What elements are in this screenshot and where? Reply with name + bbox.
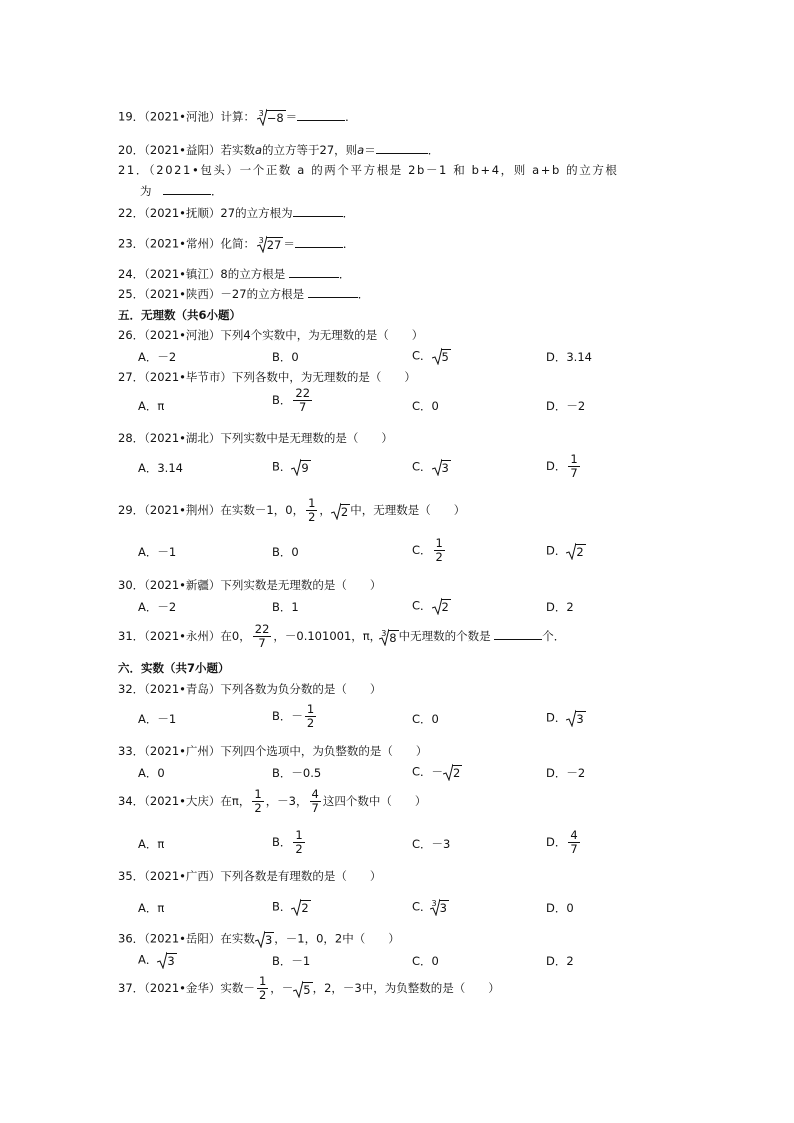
option-b[interactable]: B． 2 <box>272 899 309 915</box>
cube-root: 3 3 <box>431 899 447 915</box>
square-root: 2 <box>443 763 462 781</box>
fraction: $\frac{1}{2}$ <box>308 496 316 524</box>
option-b[interactable]: B．－1 <box>272 954 311 968</box>
fraction: $\frac{1}{2}$ <box>258 974 267 1002</box>
question-21-line2: 为 ． <box>140 184 223 198</box>
question-32: 32．（2021•青岛）下列各数为负分数的是（ ） <box>118 682 382 696</box>
square-root: 3 <box>255 930 274 948</box>
question-37: 37．（2021•金华）实数－ $\frac{1}{2}$ ，－ 5 ，2，－3中，为负整数的是（ ） <box>118 974 500 1002</box>
question-29: 29．（2021•荆州）在实数－1，0， $\frac{1}{2}$ ， 2 中，无理数是（ ） <box>118 496 466 524</box>
answer-blank[interactable] <box>297 110 345 121</box>
option-a[interactable]: A．π <box>138 399 165 413</box>
fraction: $\frac{1}{2}$ <box>435 536 443 564</box>
answer-blank[interactable] <box>494 629 542 640</box>
answer-blank[interactable] <box>376 143 428 154</box>
fraction: $\frac{1}{7}$ <box>570 452 578 480</box>
question-27: 27．（2021•毕节市）下列各数中，为无理数的是（ ） <box>118 370 416 384</box>
question-35: 35．（2021•广西）下列各数是有理数的是（ ） <box>118 869 382 883</box>
cube-root: 3 27 <box>258 236 282 252</box>
square-root: 3 <box>157 951 176 969</box>
answer-blank[interactable] <box>295 237 343 248</box>
option-c[interactable]: C．0 <box>412 399 439 413</box>
section-heading-real-numbers: 六．实数（共7小题） <box>118 661 230 675</box>
question-22: 22．（2021•抚顺）27的立方根为 ． <box>118 206 355 220</box>
option-c[interactable]: C．0 <box>412 954 439 968</box>
option-c[interactable]: C． 5 <box>412 348 449 364</box>
square-root: 2 <box>432 597 451 615</box>
question-36: 36．（2021•岳阳）在实数 3 ，－1，0，2中（ ） <box>118 931 400 947</box>
question-19: 19．（2021•河池）计算： 3 −8 ＝ ． <box>118 109 357 125</box>
option-d[interactable]: D． $\frac{1}{7}$ <box>546 452 578 480</box>
question-23: 23．（2021•常州）化简： 3 27 ＝ ． <box>118 236 355 252</box>
question-34: 34．（2021•大庆）在π， $\frac{1}{2}$ ，－3， $\frac{4}{7}$ 这四个数中（ ） <box>118 787 427 815</box>
option-c[interactable]: C． 2 <box>412 598 449 614</box>
answer-blank[interactable] <box>308 287 358 298</box>
question-24: 24．（2021•镇江）8的立方根是 ． <box>118 267 351 281</box>
question-30: 30．（2021•新疆）下列实数是无理数的是（ ） <box>118 578 382 592</box>
option-c[interactable]: C．－ 2 <box>412 764 461 780</box>
option-b[interactable]: B．－ $\frac{1}{2}$ <box>272 702 315 730</box>
option-a[interactable]: A．－2 <box>138 350 177 364</box>
option-d[interactable]: D．－2 <box>546 766 586 780</box>
option-d[interactable]: D．－2 <box>546 399 586 413</box>
option-a[interactable]: A． 3 <box>138 952 175 968</box>
option-b[interactable]: B． 9 <box>272 459 309 475</box>
option-a[interactable]: A．3.14 <box>138 461 183 475</box>
question-20: 20．（2021•益阳）若实数a的立方等于27，则a＝ ． <box>118 143 440 157</box>
option-c[interactable]: C． 3 3 <box>412 899 447 915</box>
fraction: $\frac{4}{7}$ <box>570 828 578 856</box>
question-28: 28．（2021•湖北）下列实数中是无理数的是（ ） <box>118 431 393 445</box>
cube-root: 3 8 <box>381 628 397 645</box>
question-25: 25．（2021•陕西）－27的立方根是 ． <box>118 287 370 301</box>
option-c[interactable]: C． 3 <box>412 459 449 475</box>
option-a[interactable]: A．π <box>138 901 165 915</box>
answer-blank[interactable] <box>293 206 343 217</box>
square-root: 2 <box>291 898 310 916</box>
square-root: 9 <box>291 458 310 476</box>
option-a[interactable]: A．－2 <box>138 600 177 614</box>
question-21: 21．（2021•包头）一个正数 a 的两个平方根是 2b－1 和 b+4，则 a+b 的立方根 <box>118 163 619 177</box>
fraction: $\frac{1}{2}$ <box>254 787 262 815</box>
fraction: $\frac{22}{7}$ <box>254 622 270 650</box>
option-d[interactable]: D． $\frac{4}{7}$ <box>546 828 578 856</box>
square-root: 2 <box>566 542 585 560</box>
option-d[interactable]: D．0 <box>546 901 574 915</box>
fraction: $\frac{1}{2}$ <box>306 702 315 730</box>
option-b[interactable]: B．0 <box>272 350 299 364</box>
cube-root: 3 −8 <box>258 109 284 125</box>
fraction: $\frac{4}{7}$ <box>311 787 319 815</box>
square-root: 5 <box>293 980 312 998</box>
option-d[interactable]: D．2 <box>546 954 574 968</box>
option-a[interactable]: A．－1 <box>138 545 177 559</box>
option-b[interactable]: B．1 <box>272 600 299 614</box>
square-root: 2 <box>331 502 350 520</box>
option-a[interactable]: A．π <box>138 837 165 851</box>
option-d[interactable]: D． 3 <box>546 710 584 726</box>
square-root: 3 <box>432 458 451 476</box>
option-b[interactable]: B．0 <box>272 545 299 559</box>
option-c[interactable]: C．－3 <box>412 837 451 851</box>
option-c[interactable]: C．0 <box>412 712 439 726</box>
option-b[interactable]: B． $\frac{1}{2}$ <box>272 828 303 856</box>
square-root: 5 <box>432 347 451 365</box>
option-a[interactable]: A．－1 <box>138 712 177 726</box>
question-31: 31．（2021•永州）在0， $\frac{22}{7}$ ，－0.101001，π， 3 8 中无理数的个数是 个． <box>118 622 566 650</box>
option-d[interactable]: D．3.14 <box>546 350 592 364</box>
fraction: $\frac{1}{2}$ <box>295 828 303 856</box>
question-33: 33．（2021•广州）下列四个选项中，为负整数的是（ ） <box>118 744 428 758</box>
question-26: 26．（2021•河池）下列4个实数中，为无理数的是（ ） <box>118 328 424 342</box>
option-c[interactable]: C． $\frac{1}{2}$ <box>412 536 443 564</box>
square-root: 3 <box>566 709 585 727</box>
fraction: $\frac{22}{7}$ <box>295 386 311 414</box>
option-d[interactable]: D． 2 <box>546 543 584 559</box>
option-a[interactable]: A．0 <box>138 766 165 780</box>
answer-blank[interactable] <box>163 184 211 195</box>
option-b[interactable]: B． $\frac{22}{7}$ <box>272 386 311 414</box>
option-b[interactable]: B．－0.5 <box>272 766 322 780</box>
section-heading-irrational: 五．无理数（共6小题） <box>118 308 242 322</box>
answer-blank[interactable] <box>289 267 339 278</box>
option-d[interactable]: D．2 <box>546 600 574 614</box>
